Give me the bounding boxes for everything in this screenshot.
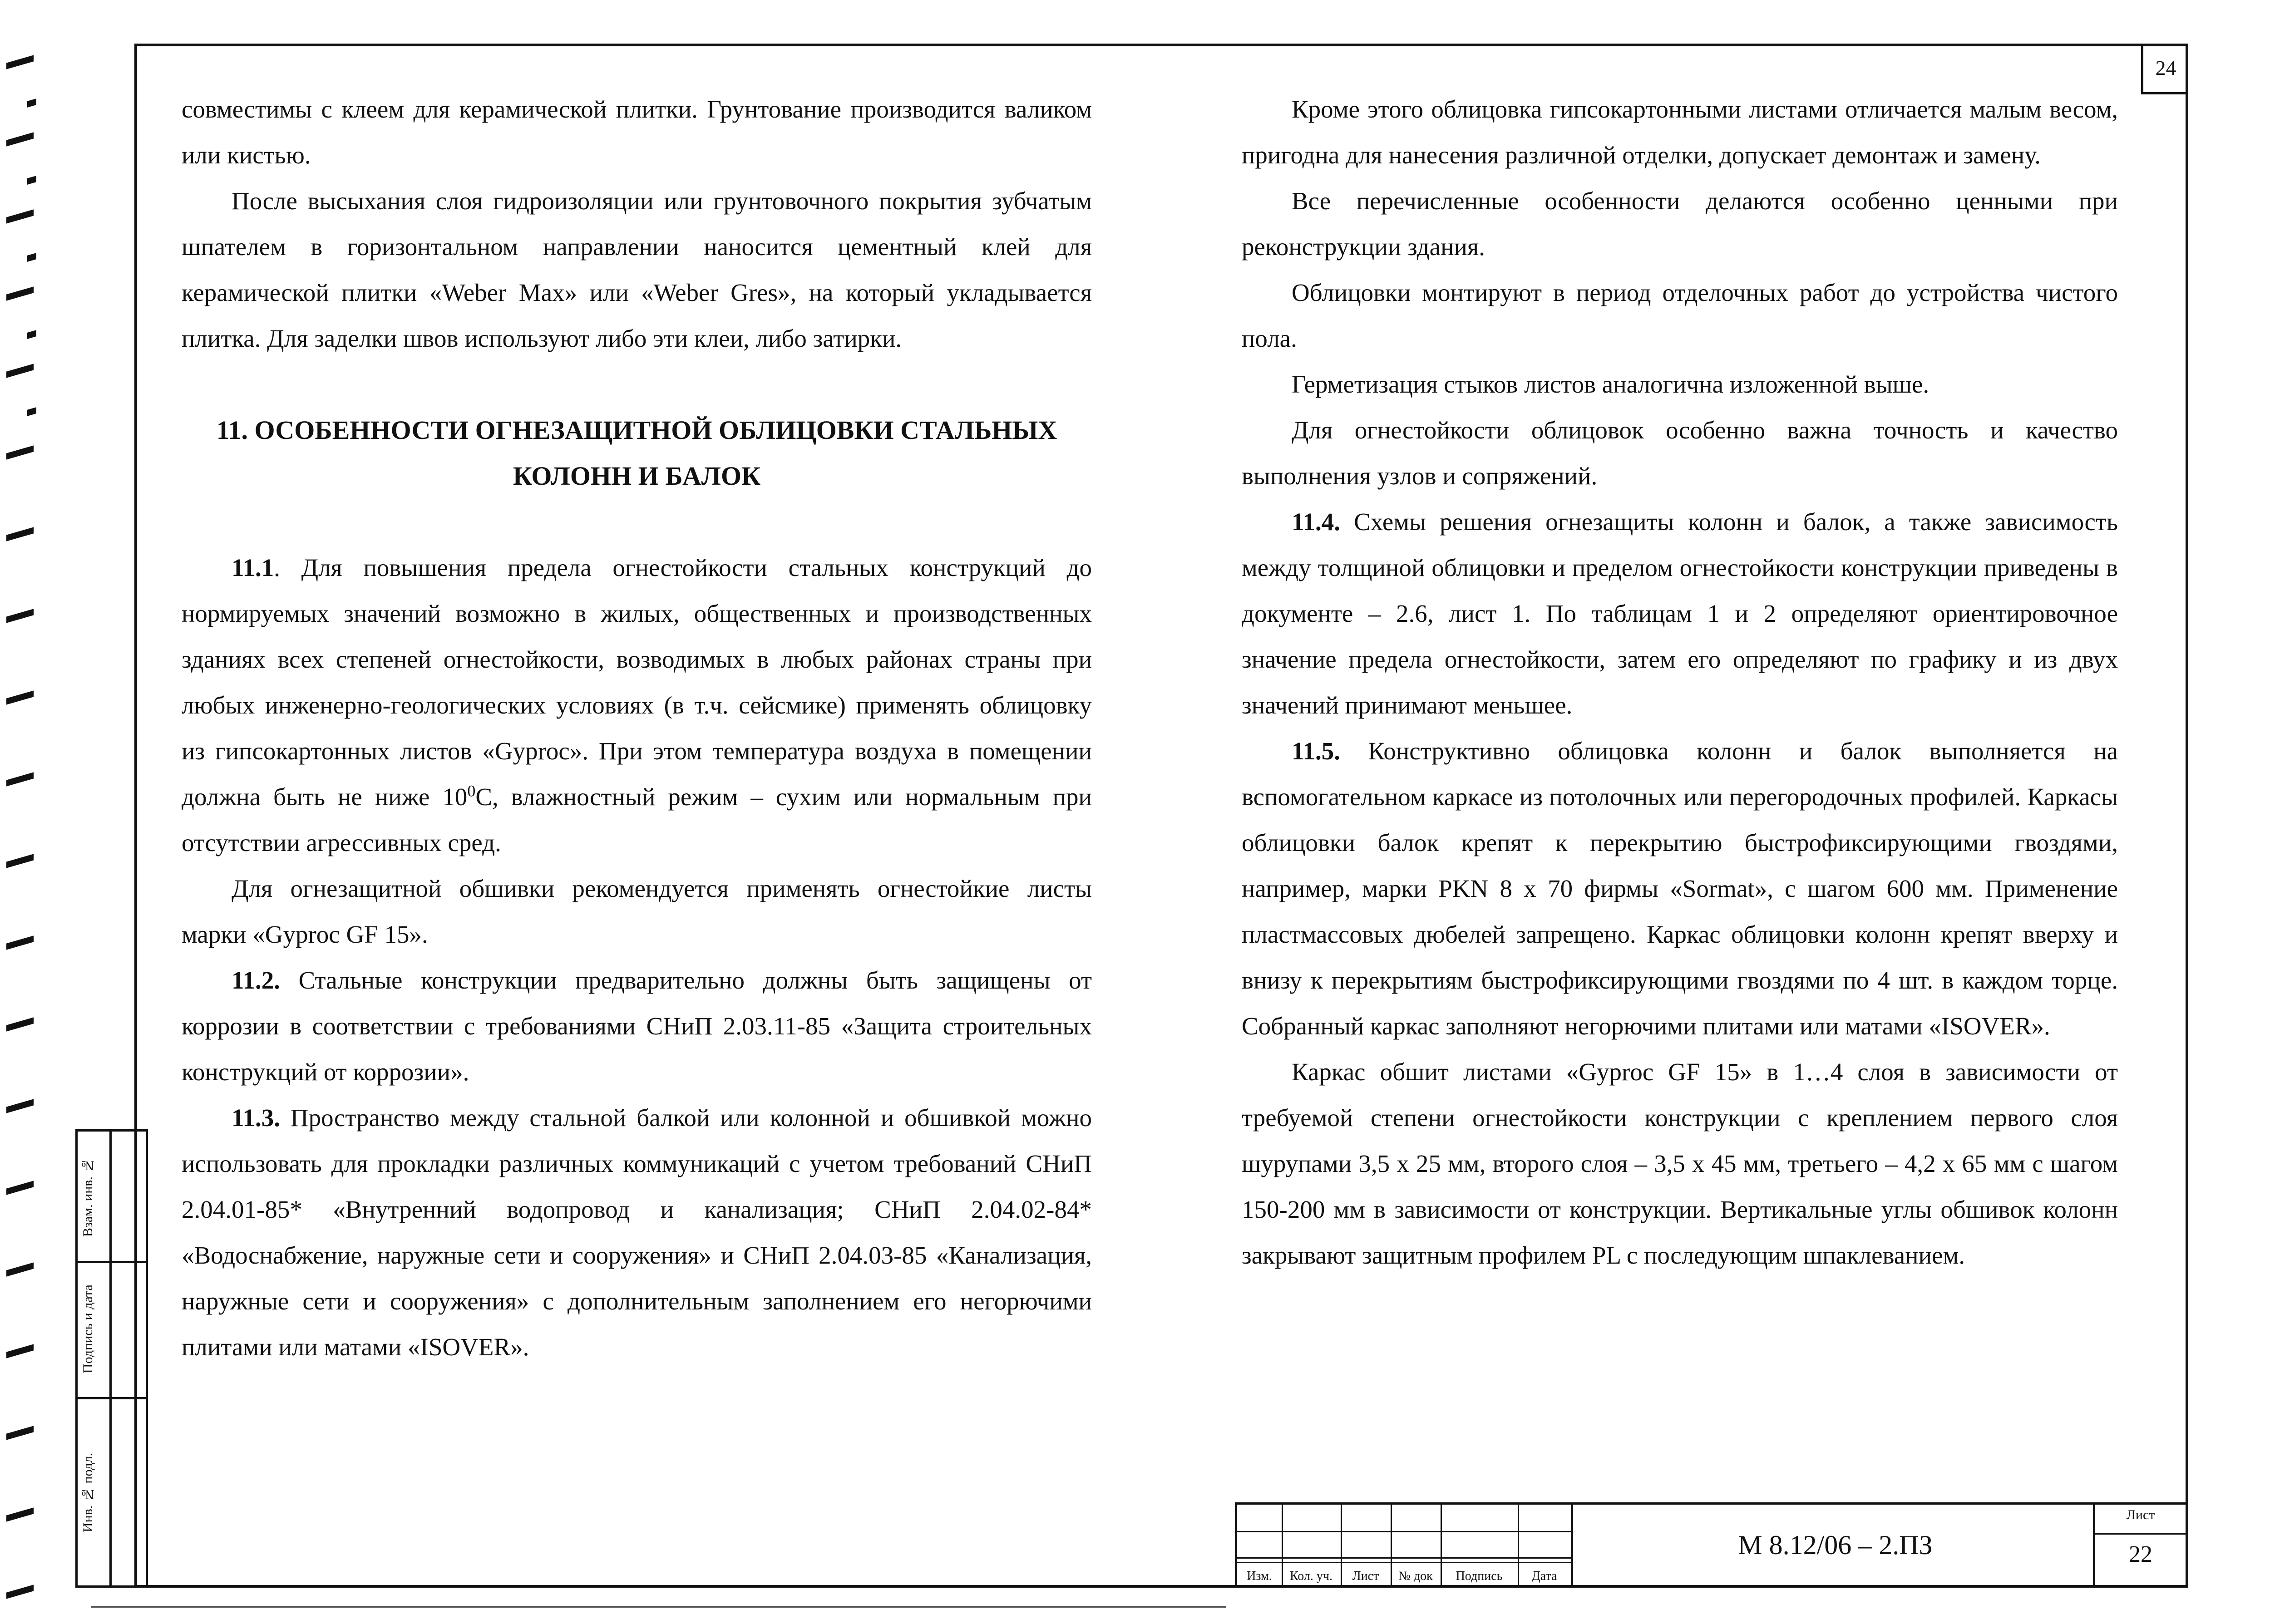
paragraph-11-4 bbox=[1242, 499, 2118, 728]
clause-text: Схемы решения огнезащиты колонн и балок, а также зависимость между толщиной облицовки и пределом огнестойкости конструкции приведены в документе – 2.6, лист 1. По таблицам 1 и 2 определяют ориентировочное значение предела огнестойкости, затем его определяют по графику и из двух значений принимают меньшее. bbox=[1242, 508, 2118, 719]
document-code: М 8.12/06 – 2.ПЗ bbox=[1738, 1530, 1933, 1560]
stamp-label-vzam: Взам. инв. № bbox=[80, 1158, 95, 1237]
clause-number: 11.2. bbox=[232, 966, 280, 994]
stamp-row-line bbox=[78, 1261, 146, 1263]
clause-number: 11.1 bbox=[232, 554, 274, 581]
paragraph: Кроме этого облицовка гипсокартонными листами отличается малым весом, пригодна для нанесения различной отделки, допускает демонтаж и замену. bbox=[1242, 95, 2118, 169]
clause-text: С, влажностный режим – сухим или нормальным при отсутствии агрессивных сред. bbox=[182, 783, 1092, 856]
paragraph: совместимы с клеем для керамической плитки. Грунтование производится валиком или кистью. bbox=[182, 95, 1092, 169]
paragraph: Герметизация стыков листов аналогична изложенной выше. bbox=[1292, 370, 1930, 398]
side-stamp bbox=[75, 1129, 148, 1588]
paragraph-11-3 bbox=[182, 1095, 1092, 1370]
paragraph: Каркас обшит листами «Gyproc GF 15» в 1…4 слоя в зависимости от требуемой степени огнестойкости конструкции с креплением первого слоя шурупами 3,5 х 25 мм, второго слоя – 3,5 х 45 мм, третьего – 4,2 х 65 мм с шагом 150-200 мм в зависимости от конструкции. Вертикальные углы обшивок колонн закрывают защитным профилем PL с последующим шпаклеванием. bbox=[1242, 1058, 2118, 1269]
clause-text: Стальные конструкции предварительно должны быть защищены от коррозии в соответствии с требованиями СНиП 2.03.11-85 «Защита строительных конструкций от коррозии». bbox=[182, 966, 1092, 1086]
clause-number: 11.4. bbox=[1292, 508, 1340, 536]
stamp-row-line bbox=[78, 1397, 146, 1399]
paragraph: Все перечисленные особенности делаются особенно ценными при реконструкции здания. bbox=[1242, 187, 2118, 261]
scan-edge-line bbox=[91, 1606, 1226, 1608]
header-izm: Изм. bbox=[1247, 1569, 1272, 1583]
stamp-label-podpis: Подпись и дата bbox=[80, 1284, 95, 1373]
section-heading-line: 11. ОСОБЕННОСТИ ОГНЕЗАЩИТНОЙ ОБЛИЦОВКИ СТАЛЬНЫХ bbox=[216, 415, 1057, 445]
header-kol-uch: Кол. уч. bbox=[1290, 1569, 1332, 1583]
grid-row-line bbox=[1237, 1562, 1571, 1563]
right-text-column bbox=[1242, 86, 2118, 1278]
sheet-number: 22 bbox=[2129, 1541, 2152, 1567]
header-data: Дата bbox=[1531, 1569, 1557, 1583]
stamp-divider bbox=[109, 1132, 112, 1585]
sheet-cell bbox=[2093, 1505, 2186, 1585]
clause-text: . Для повышения предела огнестойкости стальных конструкций до нормируемых значений возможно в жилых, общественных и производственных зданиях всех степеней огнестойкости, возводимых в любых районах страны при любых инженерно-геологических условиях (в т.ч. сейсмике) применять облицовку из гипсокартонных листов «Gyproc». При этом температура воздуха в помещении должна быть не ниже 10 bbox=[182, 554, 1092, 811]
superscript: 0 bbox=[467, 782, 476, 800]
paragraph-11-2 bbox=[182, 957, 1092, 1095]
paragraph: Для огнестойкости облицовок особенно важна точность и качество выполнения узлов и сопряжений. bbox=[1242, 416, 2118, 490]
clause-text: Конструктивно облицовка колонн и балок выполняется на вспомогательном каркасе из потолочных или перегородочных профилей. Каркасы облицовки балок крепят к перекрытию быстрофиксирующими гвоздями, например, марки PKN 8 х 70 фирмы «Sormat», с шагом 600 мм. Применение пластмассовых дюбелей запрещено. Каркас облицовки колонн крепят вверху и внизу к перекрытиям быстрофиксирующими гвоздями по 4 шт. в каждом торце. Собранный каркас заполняют негорючими плитами или матами «ISOVER». bbox=[1242, 737, 2118, 1040]
paragraph-11-5 bbox=[1242, 728, 2118, 1049]
header-no-dok: № док bbox=[1398, 1569, 1433, 1583]
section-heading-line: КОЛОНН И БАЛОК bbox=[513, 461, 761, 491]
header-list: Лист bbox=[1352, 1569, 1379, 1583]
header-podpis: Подпись bbox=[1456, 1569, 1503, 1583]
stamp-label-inv: Инв. № подл. bbox=[80, 1452, 95, 1532]
paragraph: Для огнезащитной обшивки рекомендуется применять огнестойкие листы марки «Gyproc GF 15». bbox=[182, 875, 1092, 948]
paragraph: Облицовки монтируют в период отделочных работ до устройства чистого пола. bbox=[1242, 279, 2118, 352]
page-number: 24 bbox=[2141, 44, 2188, 94]
sheet-label: Лист bbox=[2095, 1507, 2186, 1535]
title-block bbox=[1235, 1502, 2188, 1588]
clause-number: 11.3. bbox=[232, 1104, 280, 1132]
paragraph: После высыхания слоя гидроизоляции или грунтовочного покрытия зубчатым шпателем в горизонтальном направлении наносится цементный клей для керамической плитки «Weber Max» или «Weber Gres», на который укладывается плитка. Для заделки швов используют либо эти клеи, либо затирки. bbox=[182, 187, 1092, 352]
clause-number: 11.5. bbox=[1292, 737, 1340, 765]
binding-marks bbox=[0, 0, 64, 1624]
clause-text: Пространство между стальной балкой или колонной и обшивкой можно использовать для прокладки различных коммуникаций с учетом требований СНиП 2.04.01-85* «Внутренний водопровод и канализация; СНиП 2.04.02-84* «Водоснабжение, наружные сети и сооружения» и СНиП 2.04.03-85 «Канализация, наружные сети и сооружения» с дополнительным заполнением его негорючими плитами или матами «ISOVER». bbox=[182, 1104, 1092, 1361]
grid-row-line bbox=[1237, 1531, 1571, 1532]
paragraph-11-1 bbox=[182, 545, 1092, 866]
grid-row-line bbox=[1237, 1557, 1571, 1559]
left-text-column bbox=[182, 86, 1092, 1370]
revision-grid bbox=[1237, 1505, 1573, 1585]
